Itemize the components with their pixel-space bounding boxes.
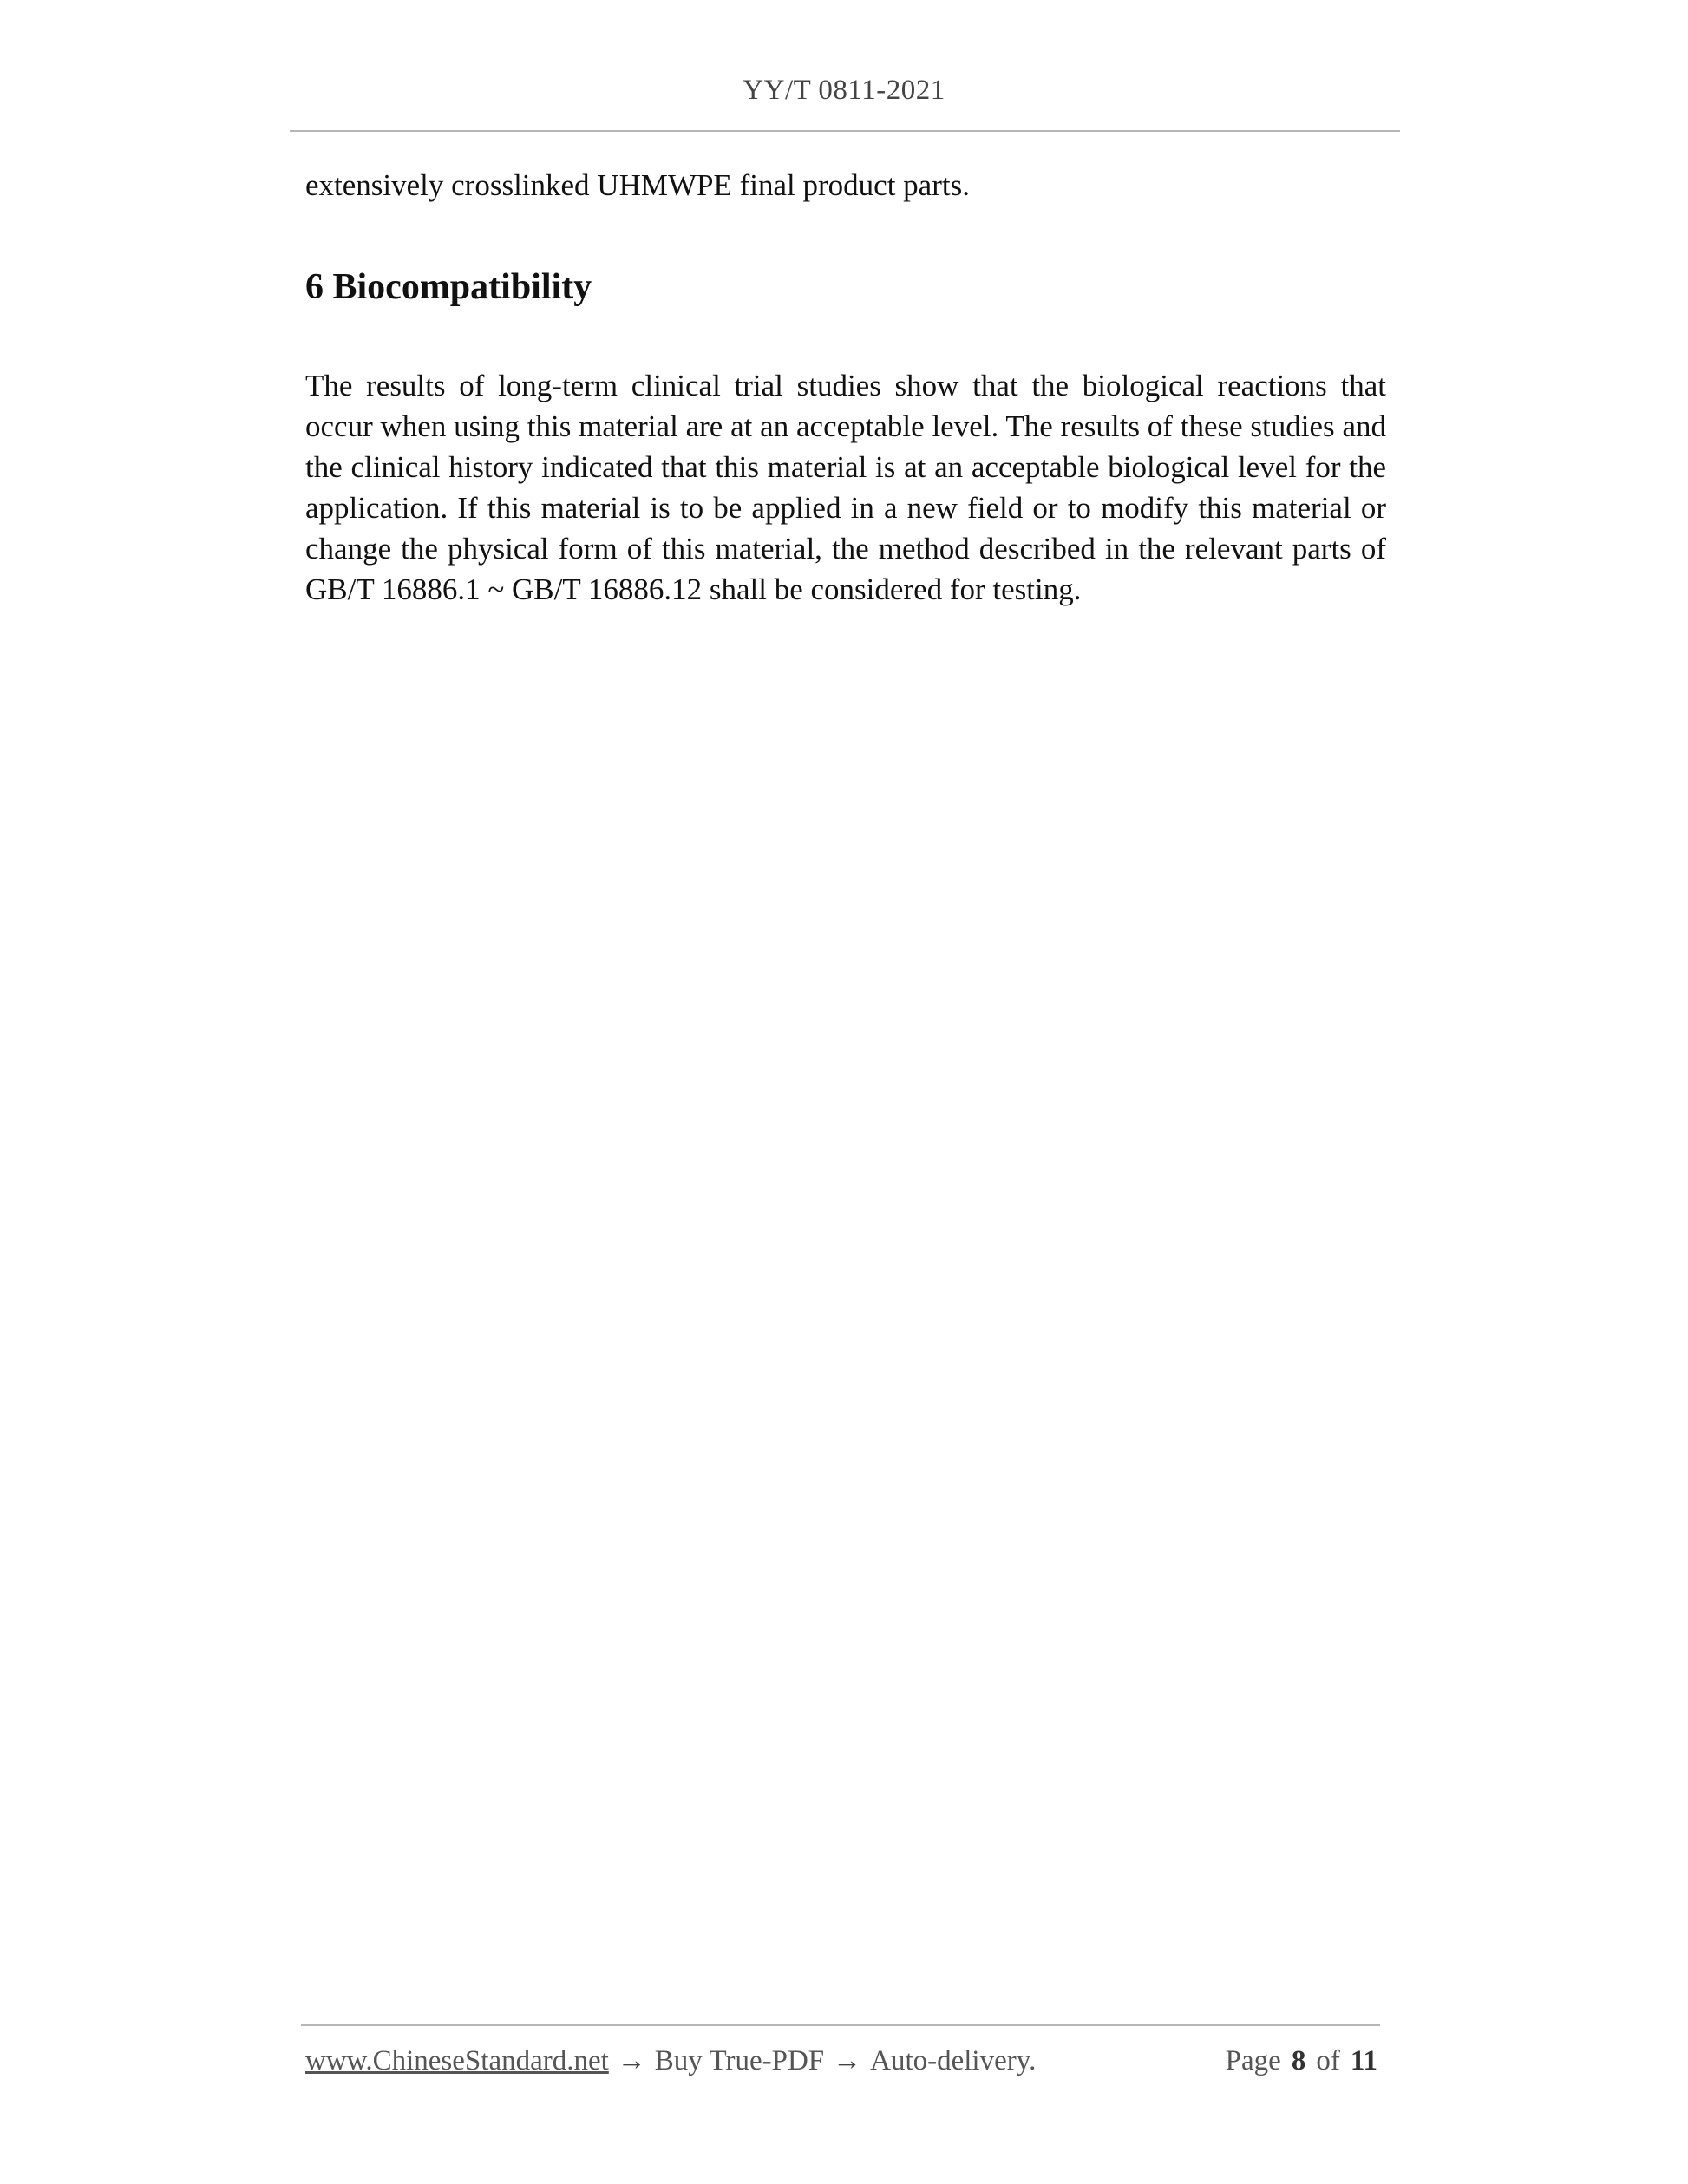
doc-number: YY/T 0811-2021 [743, 75, 945, 106]
arrow-right-icon: → [617, 2045, 646, 2076]
auto-delivery-text: Auto-delivery. [870, 2045, 1037, 2076]
buy-true-pdf-text: Buy True-PDF [654, 2045, 825, 2076]
page-content [305, 165, 1386, 610]
page-current: 8 [1291, 2045, 1306, 2076]
footer-divider [301, 2024, 1380, 2026]
page-of-label: of [1316, 2045, 1340, 2076]
page-label: Page [1225, 2045, 1281, 2076]
section-heading: 6 Biocompatibility [305, 267, 592, 307]
page-total: 11 [1350, 2045, 1377, 2076]
continuation-paragraph: extensively crosslinked UHMWPE final product parts. [305, 168, 970, 202]
footer-promo [305, 2045, 1036, 2077]
arrow-right-icon: → [833, 2045, 862, 2076]
page-footer [305, 2045, 1377, 2077]
page-header [0, 75, 1688, 107]
website-link[interactable]: www.ChineseStandard.net [305, 2045, 609, 2076]
page-number [1226, 2045, 1377, 2077]
section-body-paragraph: The results of long-term clinical trial studies show that the biological reactions that occur when using this material are at an acceptable level. The results of these studies and the clinical history indicated that this material is at an acceptable biological level for the application. If this material is to be applied in a new field or to modify this material or change the physical form of this material, the method described in the relevant parts of GB/T 16886.1 ~ GB/T 16886.12 shall be considered for testing. [305, 369, 1386, 606]
header-divider [290, 130, 1400, 132]
